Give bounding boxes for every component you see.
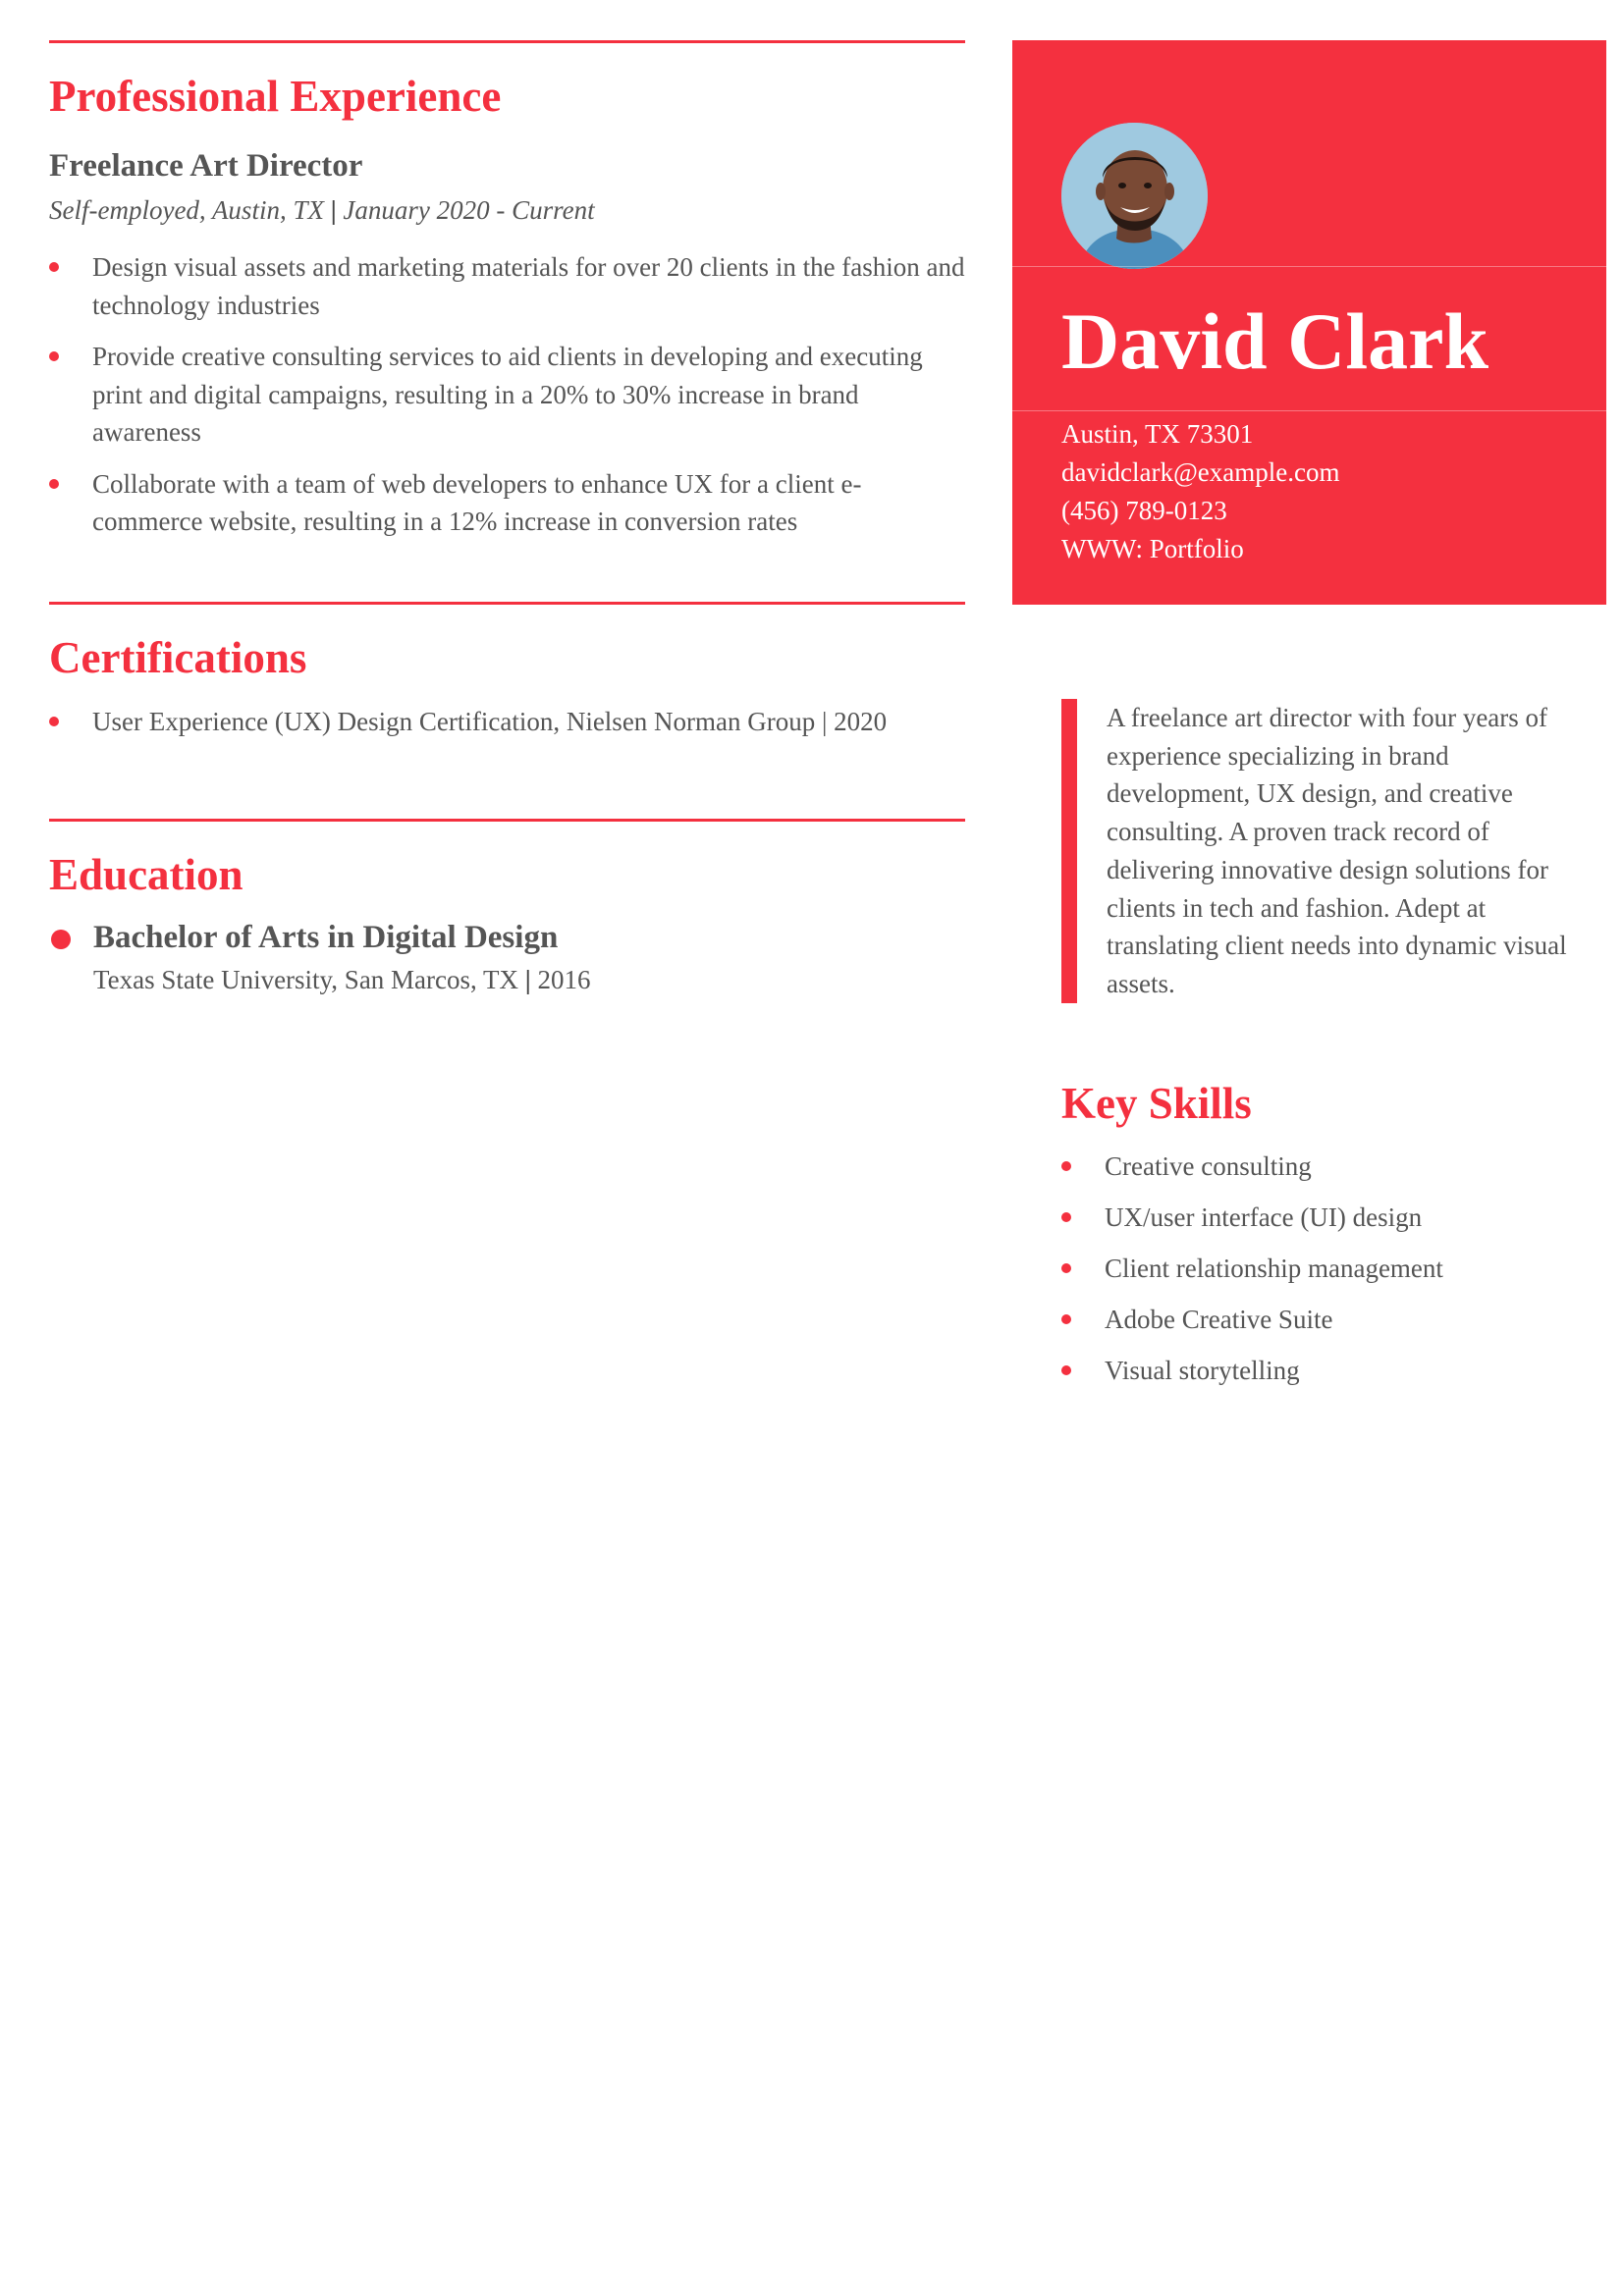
divider — [1012, 410, 1606, 411]
contact-info — [1061, 415, 1340, 568]
section-title-education: Education — [49, 850, 243, 900]
divider — [1012, 266, 1606, 267]
graduation-year: 2016 — [537, 964, 591, 994]
list-item: Adobe Creative Suite — [1061, 1301, 1592, 1339]
location: Austin, TX 73301 — [1061, 419, 1254, 449]
email-link[interactable]: davidclark@example.com — [1061, 457, 1340, 487]
experience-bullets — [49, 248, 965, 541]
skills-section — [1061, 1079, 1592, 1403]
section-title-skills: Key Skills — [1061, 1079, 1252, 1128]
section-title-experience: Professional Experience — [49, 72, 502, 121]
list-item: Provide creative consulting services to aid clients in developing and executing print and digital campaigns, resulting in a 20% to 30% increase in brand awareness — [49, 338, 965, 452]
job-dates: January 2020 - Current — [343, 194, 595, 225]
education-section — [49, 819, 965, 996]
school-name: Texas State University, San Marcos, TX — [93, 964, 519, 994]
separator: | — [330, 194, 337, 225]
certifications-list — [49, 703, 965, 741]
experience-section — [49, 40, 965, 541]
job-title: Freelance Art Director — [49, 148, 363, 184]
job-employer-location: Self-employed, Austin, TX — [49, 194, 324, 225]
separator: | — [524, 964, 531, 994]
list-item: Visual storytelling — [1061, 1352, 1592, 1390]
portfolio-link[interactable]: WWW: Portfolio — [1061, 534, 1244, 563]
list-item: User Experience (UX) Design Certification, Nielsen Norman Group | 2020 — [49, 703, 965, 741]
section-title-certifications: Certifications — [49, 632, 307, 682]
list-item: UX/user interface (UI) design — [1061, 1199, 1592, 1237]
profile-panel — [1012, 40, 1606, 605]
list-item: Creative consulting — [1061, 1148, 1592, 1186]
avatar-portrait-icon — [1061, 123, 1208, 269]
list-item: Collaborate with a team of web developers to enhance UX for a client e-commerce website, resulting in a 12% increase in conversion rates — [49, 465, 965, 541]
list-item: Design visual assets and marketing materials for over 20 clients in the fashion and technology industries — [49, 248, 965, 324]
degree: Bachelor of Arts in Digital Design — [93, 920, 559, 956]
summary-text: A freelance art director with four years of experience specializing in brand development, UX design, and creative consulting. A proven track record of delivering innovative design solutions for clients in tech and fashion. Adept at translating client needs into dynamic visual assets. — [1061, 699, 1592, 1003]
skills-list — [1061, 1148, 1592, 1390]
main-column — [49, 40, 965, 997]
person-name: David Clark — [1061, 296, 1489, 386]
school-line — [93, 964, 965, 997]
list-item: Client relationship management — [1061, 1250, 1592, 1288]
job-meta — [49, 194, 965, 226]
avatar — [1061, 123, 1208, 269]
education-item — [49, 919, 965, 996]
phone: (456) 789-0123 — [1061, 496, 1227, 525]
bullet-dot-icon — [51, 930, 71, 949]
certifications-section — [49, 602, 965, 741]
